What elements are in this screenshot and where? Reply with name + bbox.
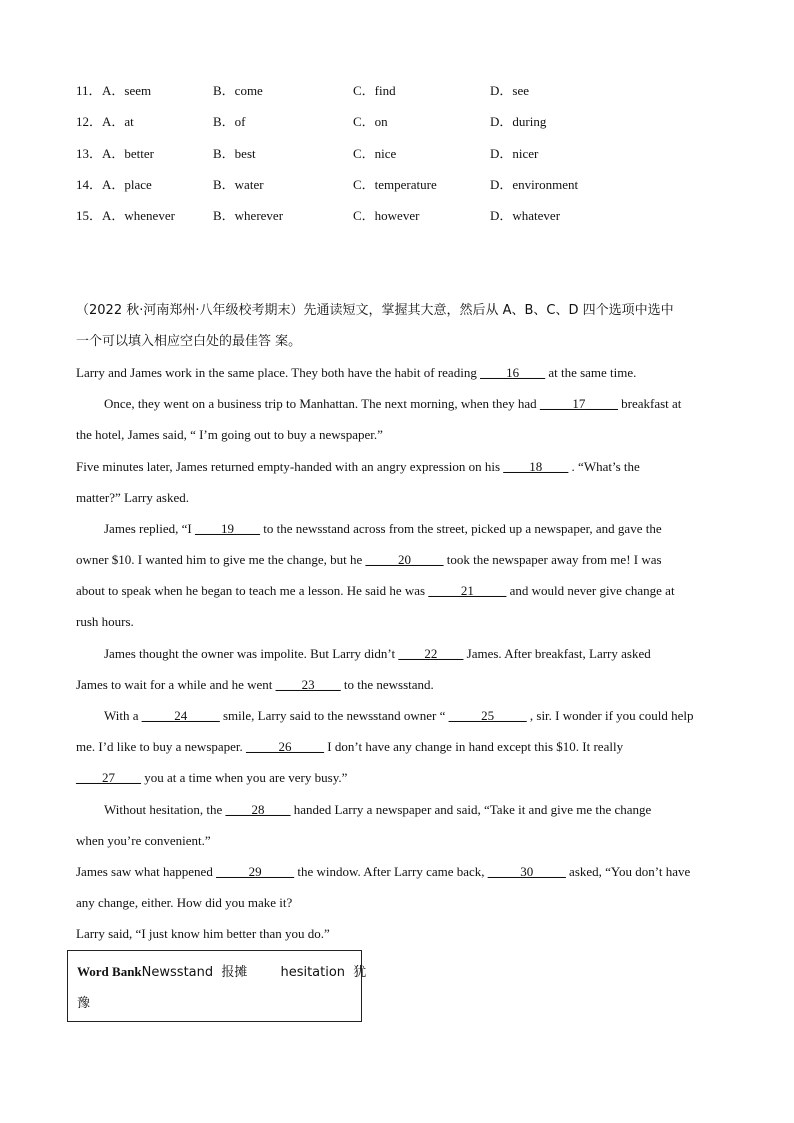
blank-29: _____29_____ bbox=[216, 864, 295, 879]
passage-text: the window. After Larry came back, bbox=[294, 864, 488, 879]
option-d: D．environment bbox=[490, 177, 579, 192]
option-a: A．whenever bbox=[102, 208, 175, 223]
passage-line bbox=[76, 544, 716, 575]
blank-30: _____30_____ bbox=[487, 864, 566, 879]
word-bank-entries: Newsstand 报摊 hesitation 犹 bbox=[141, 965, 367, 980]
passage-line bbox=[76, 669, 716, 700]
question-number: 13． bbox=[76, 146, 103, 161]
option-c: C．on bbox=[353, 114, 388, 129]
passage-text: James thought the owner was impolite. But Larry didn’t bbox=[104, 646, 399, 661]
option-b: B．best bbox=[213, 146, 256, 161]
passage-text: James to wait for a while and he went bbox=[76, 677, 276, 692]
option-a: A．seem bbox=[102, 83, 152, 98]
word-bank-line-2: 豫 bbox=[77, 996, 91, 1011]
passage-line: the hotel, James said, “ I’m going out to buy a newspaper.” bbox=[76, 427, 383, 442]
passage-text: . “What’s the bbox=[568, 459, 640, 474]
blank-24: _____24_____ bbox=[141, 708, 220, 723]
blank-26: _____26_____ bbox=[246, 739, 325, 754]
passage-line bbox=[76, 575, 716, 606]
blank-18: ____18____ bbox=[503, 459, 569, 474]
passage-text: With a bbox=[104, 708, 142, 723]
passage-text: Once, they went on a business trip to Manhattan. The next morning, when they had bbox=[104, 396, 540, 411]
passage-text: me. I’d like to buy a newspaper. bbox=[76, 739, 247, 754]
passage-text: asked, “You don’t have bbox=[565, 864, 691, 879]
blank-28: ____28____ bbox=[225, 802, 291, 817]
passage-text: smile, Larry said to the newsstand owner “ bbox=[219, 708, 449, 723]
option-d: D．during bbox=[490, 114, 547, 129]
passage-line bbox=[76, 451, 716, 482]
option-d: D．nicer bbox=[490, 146, 539, 161]
passage-line: rush hours. bbox=[76, 614, 134, 629]
passage-text: James. After breakfast, Larry asked bbox=[463, 646, 651, 661]
blank-27: ____27____ bbox=[76, 770, 141, 785]
passage-text: owner $10. I wanted him to give me the change, but he bbox=[76, 552, 366, 567]
passage-line bbox=[104, 513, 716, 544]
passage-line bbox=[104, 794, 716, 825]
instruction-line-1: （2022 秋·河南郑州·八年级校考期末）先通读短文，掌握其大意，然后从 A、B、C、D 四个选项中选中 bbox=[76, 303, 674, 318]
passage-line bbox=[104, 638, 716, 669]
passage-text: at the same time. bbox=[545, 365, 637, 380]
passage-text: to the newsstand. bbox=[340, 677, 434, 692]
question-number: 12． bbox=[76, 114, 103, 129]
option-b: B．wherever bbox=[213, 208, 284, 223]
passage-text: Larry and James work in the same place. They both have the habit of reading bbox=[76, 365, 481, 380]
passage-text: James replied, “I bbox=[104, 521, 195, 536]
blank-21: _____21_____ bbox=[428, 583, 507, 598]
passage-text: breakfast at bbox=[617, 396, 682, 411]
passage-line bbox=[76, 731, 716, 762]
passage-line bbox=[76, 357, 716, 388]
option-d: D．see bbox=[490, 83, 529, 98]
passage-text: took the newspaper away from me! I was bbox=[443, 552, 662, 567]
passage-text: and would never give change at bbox=[506, 583, 675, 598]
passage-line bbox=[76, 762, 716, 793]
passage-text: Five minutes later, James returned empty-handed with an angry expression on his bbox=[76, 459, 504, 474]
option-b: B．water bbox=[213, 177, 264, 192]
option-c: C．find bbox=[353, 83, 396, 98]
question-number: 15． bbox=[76, 208, 103, 223]
passage-text: , sir. I wonder if you could help bbox=[526, 708, 694, 723]
option-a: A．place bbox=[102, 177, 152, 192]
blank-23: ____23____ bbox=[275, 677, 341, 692]
passage-text: James saw what happened bbox=[76, 864, 217, 879]
passage-text: Without hesitation, the bbox=[104, 802, 226, 817]
option-a: A．at bbox=[102, 114, 134, 129]
question-number: 11． bbox=[76, 83, 102, 98]
option-b: B．come bbox=[213, 83, 263, 98]
passage-text: to the newsstand across from the street, picked up a newspaper, and gave the bbox=[259, 521, 662, 536]
passage-text: about to speak when he began to teach me a lesson. He said he was bbox=[76, 583, 429, 598]
passage-line: any change, either. How did you make it? bbox=[76, 895, 293, 910]
blank-20: _____20_____ bbox=[365, 552, 444, 567]
option-a: A．better bbox=[102, 146, 154, 161]
option-c: C．however bbox=[353, 208, 420, 223]
question-number: 14． bbox=[76, 177, 103, 192]
instruction-line-2: 一个可以填入相应空白处的最佳答 案。 bbox=[76, 334, 302, 349]
option-c: C．nice bbox=[353, 146, 397, 161]
option-c: C．temperature bbox=[353, 177, 437, 192]
passage-text: you at a time when you are very busy.” bbox=[141, 770, 348, 785]
passage-line: matter?” Larry asked. bbox=[76, 490, 189, 505]
blank-19: ____19____ bbox=[194, 521, 260, 536]
passage-text: I don’t have any change in hand except this $10. It really bbox=[324, 739, 624, 754]
blank-16: ____16____ bbox=[480, 365, 546, 380]
blank-17: _____17_____ bbox=[539, 396, 618, 411]
word-bank-line-1 bbox=[77, 961, 366, 980]
passage-text: handed Larry a newspaper and said, “Take it and give me the change bbox=[290, 802, 652, 817]
blank-22: ____22____ bbox=[398, 646, 464, 661]
passage-line: when you’re convenient.” bbox=[76, 833, 211, 848]
passage-line bbox=[104, 700, 716, 731]
option-d: D．whatever bbox=[490, 208, 561, 223]
passage-line: Larry said, “I just know him better than you do.” bbox=[76, 926, 330, 941]
word-bank-box bbox=[67, 950, 367, 1022]
blank-25: _____25_____ bbox=[448, 708, 527, 723]
word-bank-title: Word Bank bbox=[77, 964, 142, 979]
option-b: B．of bbox=[213, 114, 246, 129]
passage-line bbox=[104, 388, 716, 419]
passage-line bbox=[76, 856, 716, 887]
